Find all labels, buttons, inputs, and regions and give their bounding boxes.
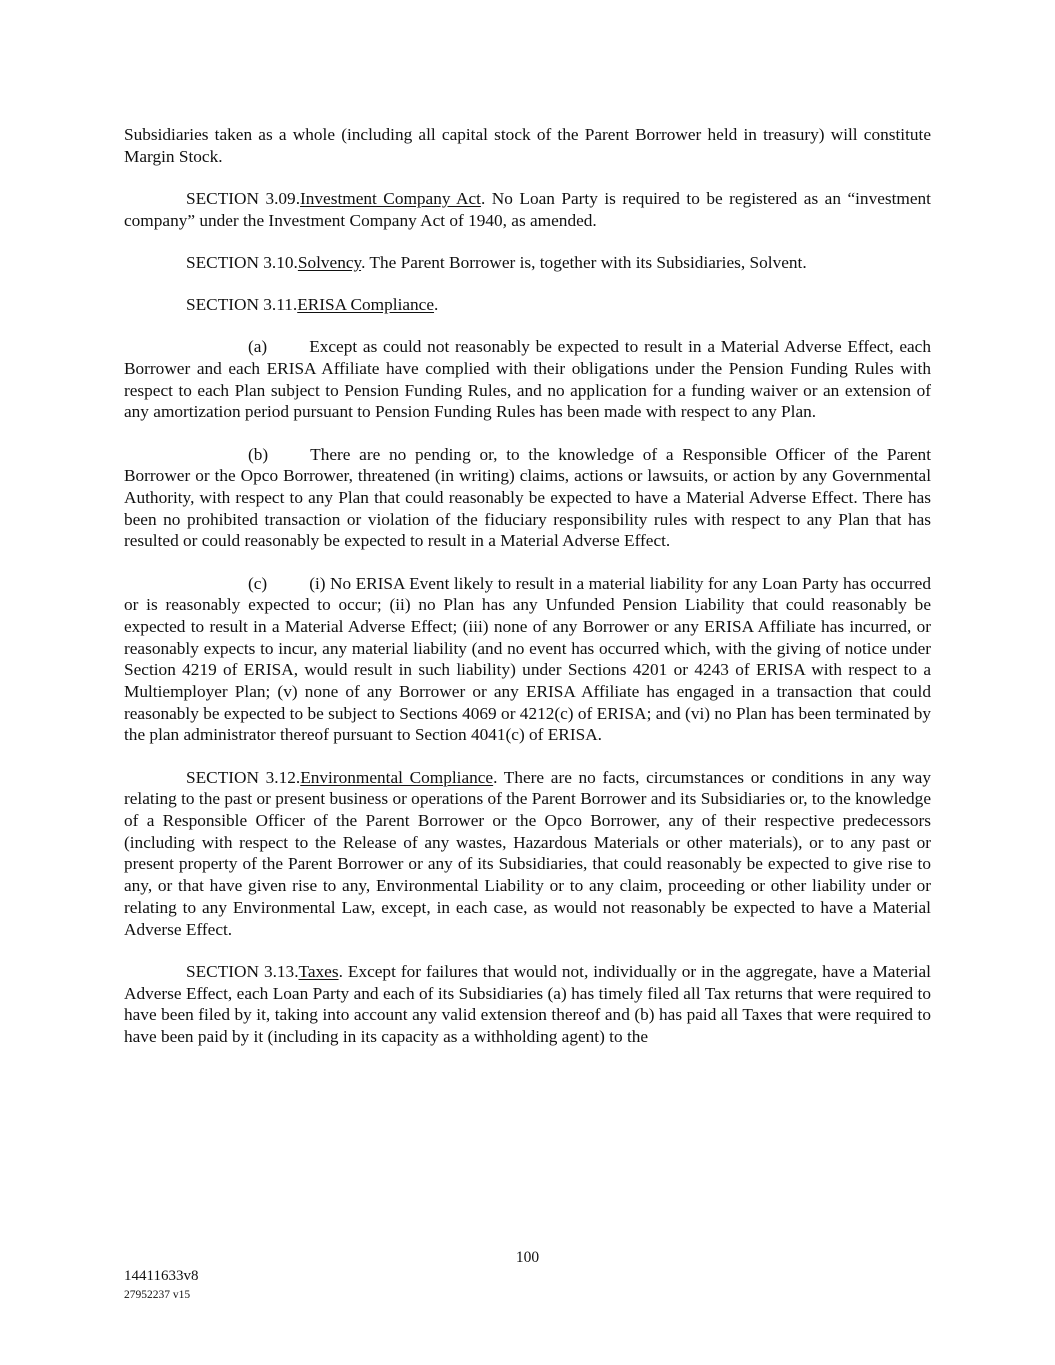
clause-text: Except as could not reasonably be expected to result in a Material Adverse Effect, each Borrower and each ERISA Affiliate have complied with their obligations under the Pension Funding Rules with respect to each Plan subject to Pension Funding Rules, and no application for a funding waiver or an extension of any amortization period pursuant to Pension Funding Rules has been made with respect to any Plan.: [124, 337, 931, 422]
section-heading: Investment Company Act: [300, 188, 481, 208]
section-heading: Solvency: [297, 252, 362, 272]
section-text: .: [434, 295, 439, 315]
section-number: SECTION 3.10.: [186, 252, 298, 272]
section-number: SECTION 3.12.: [186, 767, 301, 787]
section-text: . The Parent Borrower is, together with its Subsidiaries, Solvent.: [361, 252, 807, 272]
section-heading: Taxes: [298, 961, 339, 981]
section-number: SECTION 3.11.: [186, 295, 298, 315]
section-number: SECTION 3.09.: [186, 188, 301, 208]
continuation-paragraph: Subsidiaries taken as a whole (including all capital stock of the Parent Borrower held in treasury) will constitute Margin Stock.: [124, 125, 931, 166]
section-3-13: [124, 961, 931, 1048]
section-3-12: [124, 767, 931, 941]
page-body: [124, 124, 931, 1068]
document-id-primary: 14411633v8: [124, 1268, 199, 1284]
clause-label: (b): [248, 444, 269, 464]
section-3-09: [124, 188, 931, 231]
section-3-11: [124, 294, 931, 316]
section-text: . No Loan Party is required to be registered as an “investment company” under the Investment Company Act of 1940, as amended.: [124, 188, 931, 230]
clause-a: [124, 336, 931, 423]
section-text: . Except for failures that would not, individually or in the aggregate, have a Material Adverse Effect, each Loan Party and each of its Subsidiaries (a) has timely filed all Tax returns that were required to have been filed by it, taking into account any valid extension thereof and (b) has paid all Taxes that were required to have been paid by it (including in its capacity as a withholding agent) to the: [124, 961, 931, 1046]
clause-label: (c): [248, 573, 268, 593]
clause-c: [124, 573, 931, 747]
clause-text: (i) No ERISA Event likely to result in a material liability for any Loan Party has occurred or is reasonably expected to occur; (ii) no Plan has any Unfunded Pension Liability that could reasonably be expected to result in a Material Adverse Effect; (iii) none of any Borrower or any ERISA Affiliate has incurred, or reasonably expects to incur, any material liability (and no event has occurred which, with the giving of notice under Section 4219 of ERISA, would result in such liability) under Sections 4201 or 4243 of ERISA with respect to a Multiemployer Plan; (v) none of any Borrower or any ERISA Affiliate has engaged in a transaction that could reasonably be expected to be subject to Sections 4069 or 4212(c) of ERISA; and (vi) no Plan has been terminated by the plan administrator thereof pursuant to Section 4041(c) of ERISA.: [124, 573, 931, 745]
section-number: SECTION 3.13.: [186, 961, 299, 981]
clause-b: [124, 444, 931, 553]
page-number: 100: [515, 1249, 540, 1266]
section-3-10: [124, 252, 931, 274]
section-heading: Environmental Compliance: [300, 767, 494, 787]
clause-text: There are no pending or, to the knowledge of a Responsible Officer of the Parent Borrower or the Opco Borrower, threatened (in writing) claims, actions or lawsuits, or action by any Governmental Authority, with respect to any Plan that could reasonably be expected to have a Material Adverse Effect. There has been no prohibited transaction or violation of the fiduciary responsibility rules with respect to any Plan that has resulted or could reasonably be expected to result in a Material Adverse Effect.: [124, 444, 931, 551]
section-text: . There are no facts, circumstances or conditions in any way relating to the past or present business or operations of the Parent Borrower and its Subsidiaries or, to the knowledge of a Responsible Officer of the Parent Borrower or the Opco Borrower, any of their respective predecessors (including with respect to the Release of any wastes, Hazardous Materials or other materials), or to any past or present property of the Parent Borrower or any of its Subsidiaries, that could reasonably be expected to give rise to any, or that have given rise to any, Environmental Liability or to any claim, proceeding or other liability under or relating to any Environmental Law, except, in each case, as would not reasonably be expected to have a Material Adverse Effect.: [124, 767, 931, 939]
document-id-secondary: 27952237 v15: [124, 1289, 191, 1301]
section-heading: ERISA Compliance: [297, 295, 435, 315]
clause-label: (a): [248, 337, 268, 357]
